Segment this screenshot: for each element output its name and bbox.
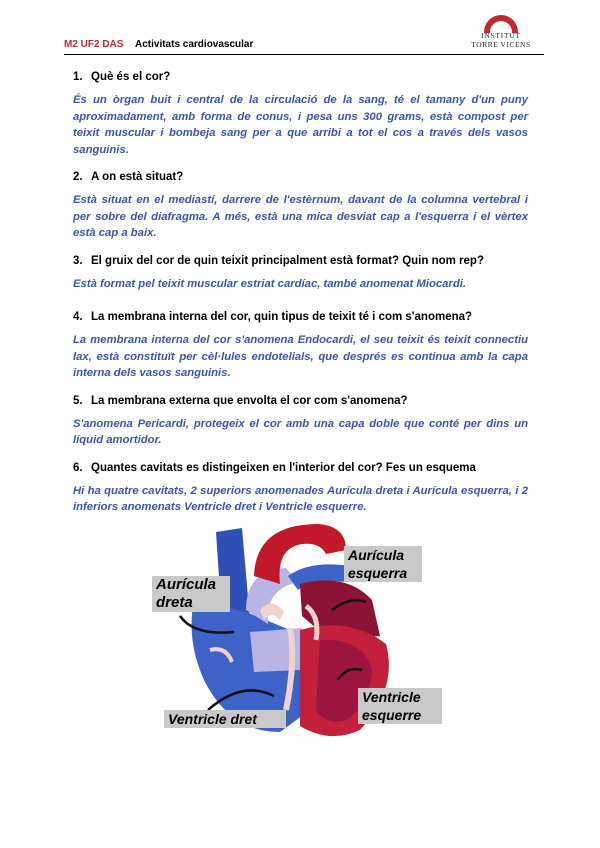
question-text: La membrana externa que envolta el cor com s'anomena? [91,394,408,407]
question-number: 1. [73,71,83,83]
question-number: 4. [73,311,83,323]
label-ventricle-esquerre [358,688,442,724]
question-number: 2. [73,171,83,183]
qa-item-2 [73,171,528,242]
question-text: Quantes cavitats es distingeixen en l'interior del cor? Fes un esquema [91,461,476,474]
qa-item-5 [73,395,528,449]
question-text: La membrana interna del cor, quin tipus de teixit té i com s'anomena? [91,311,473,323]
question-text: A on està situat? [91,171,184,183]
answer-6: Hi ha quatre cavitats, 2 superiors anomenades Aurícula dreta i Aurícula esquerra, i 2 inferiors anomenats Ventricle dret i Ventricle esquerre. [73,484,528,513]
question-4 [73,311,528,323]
answer-1: És un òrgan buit i central de la circulació de la sang, té el tamany d'un puny aproximadament, amb forma de conus, i pesa uns 300 grams, està compost per teixit muscular i bombeja sang per a que arribi a tot el cos a través dels vasos sanguinis. [73,94,528,156]
answer-5: S'anomena Pericardi, protegeix el cor amb una capa doble que conté per dins un líquid amortidor. [73,417,528,446]
institute-logo [466,15,536,55]
answer-4: La membrana interna del cor s'anomena Endocardi, el seu teixit és teixit connectiu lax, està constituït per cèl·lules endotelials, que després es continua amb la capa interna dels vasos sanguinis. [73,334,528,379]
label-line: Ventricle dret [168,711,257,727]
question-number: 5. [73,394,83,407]
question-3 [73,255,528,267]
label-line: dreta [156,594,193,611]
document-title: Activitats cardiovascular [135,39,254,50]
question-1 [73,71,528,83]
label-auricula-esquerra [344,546,422,582]
document-code: M2 UF2 DAS [64,39,124,50]
heart-diagram [150,520,450,745]
label-line: esquerra [348,565,408,581]
label-ventricle-dret [164,710,286,728]
label-line: Aurícula [348,547,405,563]
question-text: El gruix del cor de quin teixit principalment està format? Quin nom rep? [91,254,484,267]
answer-2: Està situat en el mediastí, darrere de l'estèrnum, davant de la columna vertebral i per sobre del diafragma. A més, està una mica desviat cap a l'esquerra i el vèrtex està cap a baix. [73,194,528,239]
header-divider [64,54,544,55]
logo-text-line2: TORRE VICENS [471,40,531,49]
answer-3: Està format pel teixit muscular estriat cardíac, també anomenat Miocardi. [73,277,467,290]
label-auricula-dreta [152,576,230,612]
question-list [73,71,528,529]
question-5 [73,395,528,407]
label-line: Aurícula [156,576,217,593]
label-line: esquerre [362,707,422,723]
qa-item-1 [73,71,528,158]
question-6 [73,462,528,474]
question-2 [73,171,528,183]
logo-text-line1: INSTITUT [481,32,521,40]
question-text: Què és el cor? [91,71,171,83]
page-header [64,32,544,57]
qa-item-6 [73,462,528,516]
question-number: 3. [73,254,83,267]
question-number: 6. [73,461,83,474]
label-line: Ventricle [362,689,421,705]
logo-arc-icon [484,15,518,33]
qa-item-4 [73,311,528,382]
qa-item-3 [73,255,528,293]
